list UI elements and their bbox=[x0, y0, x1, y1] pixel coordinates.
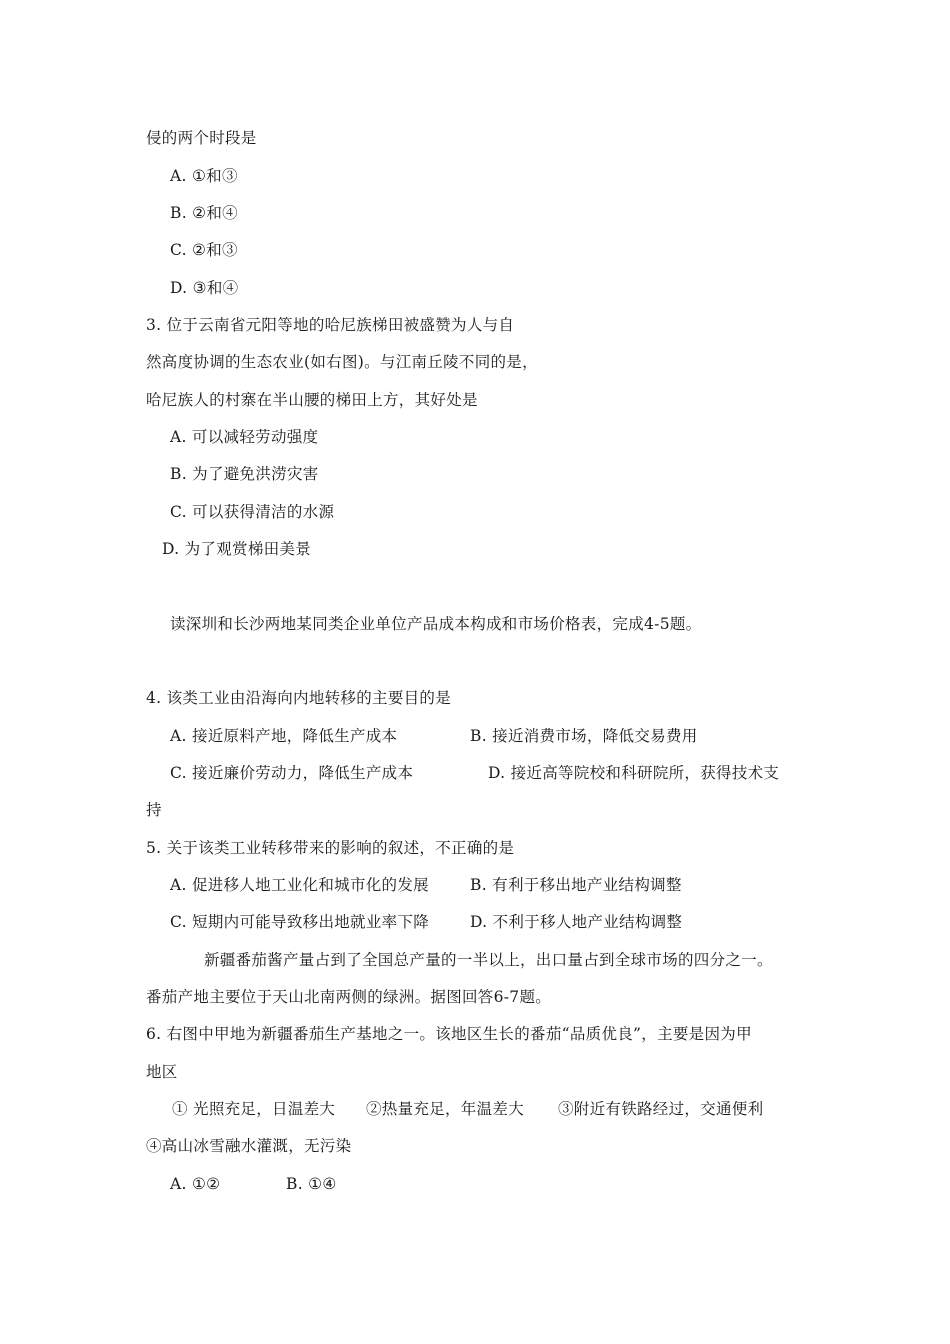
option-c: C. ②和③ bbox=[170, 241, 238, 259]
option-b: B. ①④ bbox=[286, 1175, 337, 1193]
statement-1: ① 光照充足，日温差大 bbox=[172, 1100, 336, 1118]
question-3-cont: 哈尼族人的村寨在半山腰的梯田上方，其好处是 bbox=[146, 391, 478, 409]
statement-2: ②热量充足，年温差大 bbox=[366, 1100, 525, 1118]
question-6: 6. 右图中甲地为新疆番茄生产基地之一。该地区生长的番茄“品质优良”，主要是因为甲 bbox=[146, 1025, 752, 1043]
question-6-cont: 地区 bbox=[146, 1063, 178, 1081]
passage-cont: 番茄产地主要位于天山北南两侧的绿洲。据图回答6-7题。 bbox=[146, 988, 552, 1006]
question-3-cont: 然高度协调的生态农业(如右图)。与江南丘陵不同的是， bbox=[146, 353, 538, 371]
option-d: D. 接近高等院校和科研院所，获得技术支 bbox=[488, 764, 780, 782]
option-a: A. ①② bbox=[170, 1175, 221, 1193]
option-c: C. 接近廉价劳动力，降低生产成本 bbox=[170, 764, 414, 782]
question-3: 3. 位于云南省元阳等地的哈尼族梯田被盛赞为人与自 bbox=[146, 316, 515, 334]
option-d: D. 不利于移人地产业结构调整 bbox=[470, 913, 683, 931]
option-b: B. ②和④ bbox=[170, 204, 238, 222]
question-5: 5. 关于该类工业转移带来的影响的叙述，不正确的是 bbox=[146, 839, 515, 857]
option-c: C. 可以获得清洁的水源 bbox=[170, 503, 335, 521]
option-a: A. 接近原料产地，降低生产成本 bbox=[170, 727, 398, 745]
option-b: B. 有利于移出地产业结构调整 bbox=[470, 876, 682, 894]
passage: 新疆番茄酱产量占到了全国总产量的一半以上，出口量占到全球市场的四分之一。 bbox=[204, 951, 773, 969]
statement-4: ④高山冰雪融水灌溉，无污染 bbox=[146, 1137, 352, 1155]
option-a: A. 可以减轻劳动强度 bbox=[170, 428, 319, 446]
option-d: D. ③和④ bbox=[170, 279, 239, 297]
statement-3: ③附近有铁路经过，交通便利 bbox=[558, 1100, 764, 1118]
option-a: A. 促进移人地工业化和城市化的发展 bbox=[170, 876, 429, 894]
text-line: 侵的两个时段是 bbox=[146, 129, 257, 147]
reading-prompt: 读深圳和长沙两地某同类企业单位产品成本构成和市场价格表，完成4-5题。 bbox=[170, 615, 702, 633]
option-d-cont: 持 bbox=[146, 801, 162, 819]
option-b: B. 为了避免洪涝灾害 bbox=[170, 465, 319, 483]
option-d: D. 为了观赏梯田美景 bbox=[162, 540, 312, 558]
option-a: A. ①和③ bbox=[170, 167, 238, 185]
option-b: B. 接近消费市场，降低交易费用 bbox=[470, 727, 698, 745]
question-4: 4. 该类工业由沿海向内地转移的主要目的是 bbox=[146, 689, 452, 707]
option-c: C. 短期内可能导致移出地就业率下降 bbox=[170, 913, 430, 931]
